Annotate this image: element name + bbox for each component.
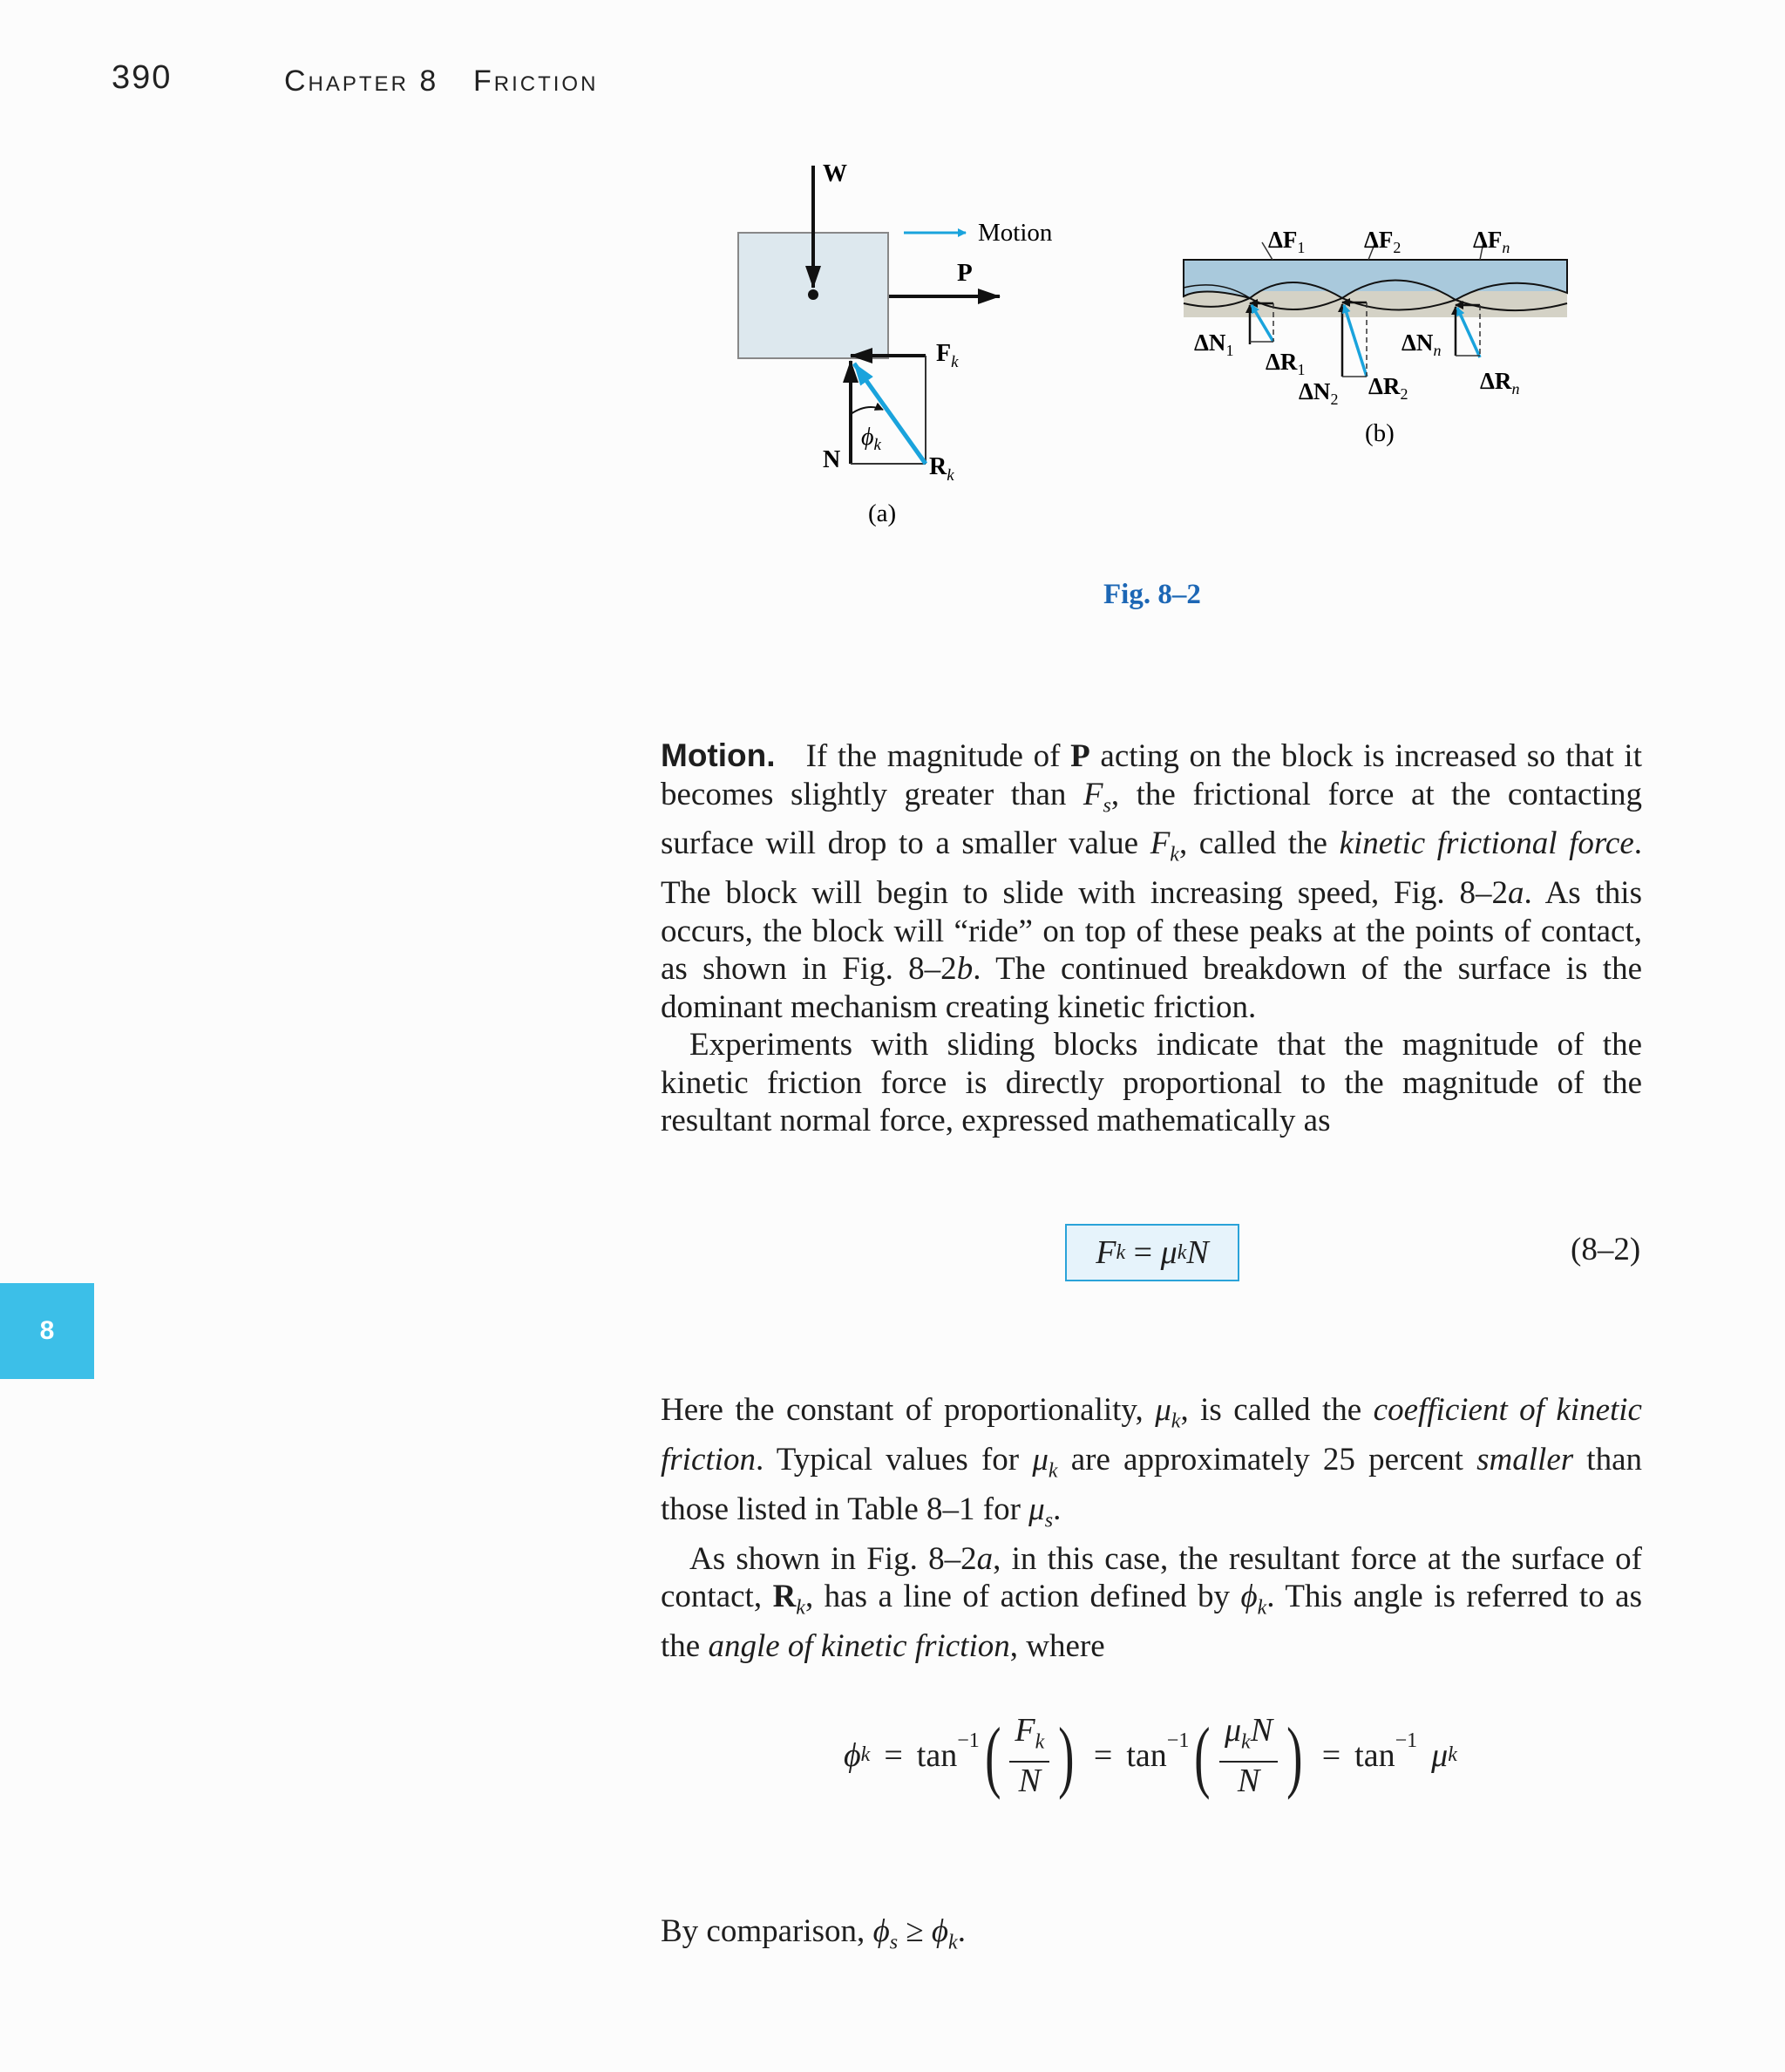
figure-caption: Fig. 8–2 — [1103, 579, 1201, 610]
closing-line: By comparison, $\phi_s \ge \phi_k$. — [661, 1913, 966, 1954]
label-dr1: $\Delta R_1$ — [1266, 349, 1306, 378]
chapter-tab-label: 8 — [39, 1316, 55, 1345]
chapter-tab[interactable] — [0, 1283, 94, 1379]
angle-arc — [851, 407, 883, 414]
label-phi-k: $\phi_k$ — [861, 424, 881, 454]
label-drn: $\Delta R_n$ — [1480, 368, 1520, 397]
fraction-fk-n: $\frac{F_k}{N}$ — [1009, 1712, 1049, 1799]
center-of-mass-dot — [808, 289, 818, 300]
label-dn1: $\Delta N_1$ — [1194, 329, 1234, 359]
label-fk: $F_k$ — [936, 340, 959, 371]
label-w: W — [823, 160, 847, 187]
paragraph-experiments: Experiments with sliding blocks indicate that the magnitude of the kinetic friction force is directly proportional to the magnitude of the resultant normal force, expressed mathematically as — [661, 1027, 1642, 1139]
fraction-mukn-n: $\frac{\mu_kN}{N}$ — [1219, 1712, 1278, 1799]
paragraph-motion: Motion. If the magnitude of P acting on the block is increased so that it becomes slightly greater than $F_s$, the frictional force at the contacting surface will drop to a smaller value $F_k$, called the kinetic frictional force. The block will begin to slide with increasing speed, Fig. 8–2a. As this occurs, the block will “ride” on top of these peaks at the points of contact, as shown in Fig. 8–2b. The continued breakdown of the surface is the dominant mechanism creating kinetic friction. — [661, 737, 1643, 1025]
kinetic-coefficient-section — [661, 1391, 1642, 1666]
label-dfn: $\Delta F_n$ — [1473, 227, 1510, 256]
label-df2: $\Delta F_2$ — [1364, 227, 1402, 256]
label-p: P — [957, 259, 973, 287]
figure-8-2 — [680, 148, 1586, 549]
page-number: 390 — [112, 59, 173, 96]
chapter-label: Chapter 8 — [284, 65, 439, 98]
panel-b — [1184, 227, 1567, 447]
label-rk: $R_k$ — [929, 453, 954, 485]
label-df1: $\Delta F_1$ — [1268, 227, 1306, 256]
caption-b: (b) — [1365, 419, 1395, 447]
section-heading: Motion. — [661, 737, 776, 773]
paragraph-coefficient: Here the constant of proportionality, $\mu_k$, is called the coefficient of kinetic friction. Typical values for $\mu_k$ are approximately 25 percent smaller than those listed in Table 8–1 for $\mu_s$. — [661, 1392, 1643, 1532]
label-n: N — [823, 446, 841, 473]
motion-section — [661, 737, 1642, 1140]
angle-equation: ϕ k = tan $^{-1}$ ( $\frac{F_k}{N}$ ) = tan $^{-1}$ ( $\frac{\mu_kN}{N}$ ) = tan $^{-1}$ μ k — [844, 1710, 1457, 1800]
chapter-title: Friction — [473, 65, 599, 98]
equation-8-2-box: F k = μ k N — [1065, 1224, 1239, 1281]
label-motion: Motion — [978, 219, 1053, 247]
label-dn2: $\Delta N_2$ — [1299, 378, 1339, 408]
label-dr2: $\Delta R_2$ — [1368, 373, 1408, 403]
equation-number: (8–2) — [1571, 1232, 1641, 1267]
label-dnn: $\Delta N_n$ — [1402, 329, 1442, 359]
panel-a — [738, 160, 1053, 527]
caption-a: (a) — [868, 499, 897, 527]
paragraph-angle: As shown in Fig. 8–2a, in this case, the resultant force at the surface of contact, $R_k$, has a line of action defined by $\phi_k$. This angle is referred to as the angle of kinetic friction, where — [661, 1540, 1642, 1665]
